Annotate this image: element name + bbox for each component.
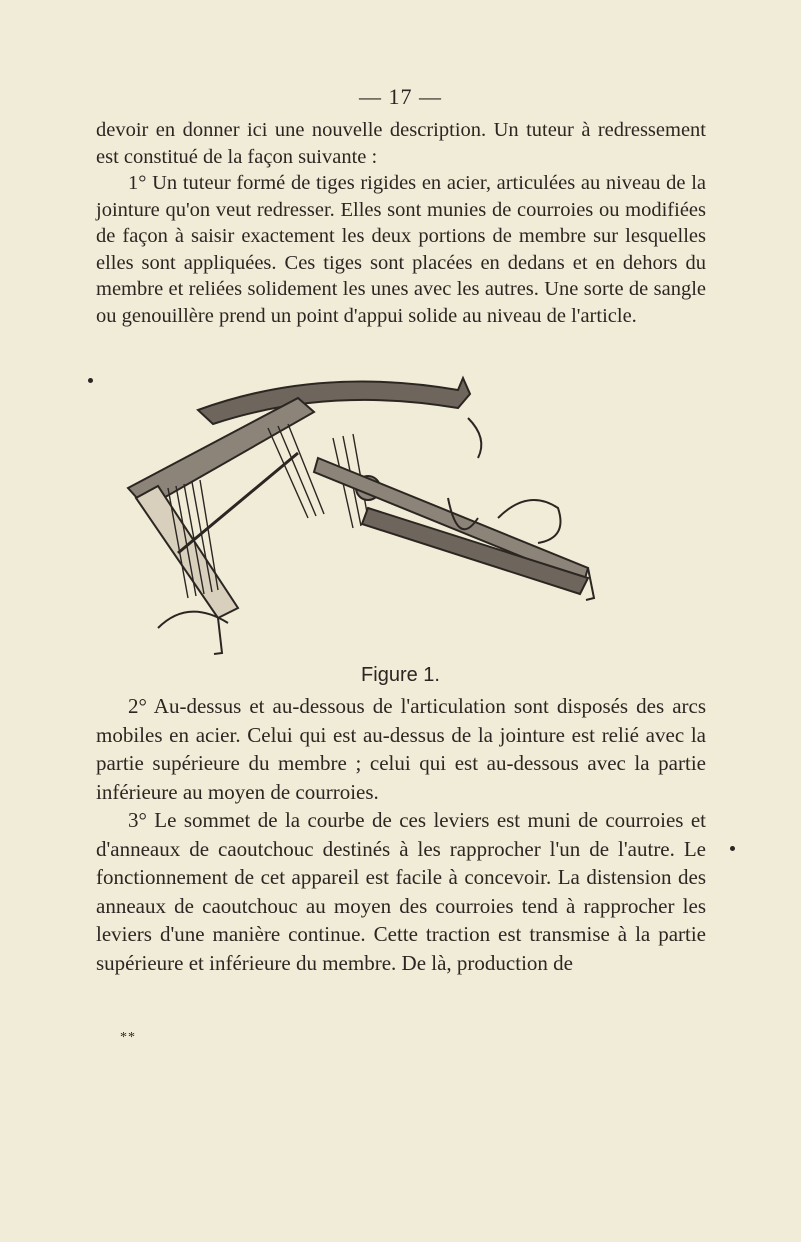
paragraph: devoir en donner ici une nouvelle description. Un tuteur à redressement est constitué de la façon suivante : xyxy=(96,119,706,168)
lower-leg-rod xyxy=(314,458,588,582)
signature-mark: ** xyxy=(120,1030,136,1045)
thigh-bar xyxy=(136,486,238,618)
paragraph: 3° Le sommet de la courbe de ces leviers est muni de courroies et d'anneaux de caoutchouc destinés à les rapprocher l'un de l'autre. Le fonctionnement de cet appareil est facile à concevoir. La distension des anneaux de caoutchouc au moyen des courroies tend à rapprocher les leviers d'une manière continue. Cette traction est transmise à la partie supérieure et inférieure du membre. De là, production de xyxy=(96,808,706,975)
upper-arc xyxy=(198,378,470,424)
text-block-bottom xyxy=(96,692,706,977)
margin-speck xyxy=(88,378,93,383)
margin-speck xyxy=(730,846,735,851)
figure-caption: Figure 1. xyxy=(361,664,440,686)
page-number: — 17 — xyxy=(359,84,442,109)
brace-illustration xyxy=(118,368,598,660)
paragraph: 2° Au-dessus et au-dessous de l'articulation sont disposés des arcs mobiles en acier. Celui qui est au-dessus de la jointure est relié avec la partie supérieure du membre ; celui qui est au-dessous avec la partie inférieure au moyen de courroies. xyxy=(96,694,706,804)
text-block-top xyxy=(96,117,706,329)
paragraph: 1° Un tuteur formé de tiges rigides en acier, articulées au niveau de la jointure qu'on veut redresser. Elles sont munies de courroies ou modifiées de façon à saisir exactement les deux portions de membre sur lesquelles elles sont appliquées. Ces tiges sont placées en dedans et en dehors du membre et reliées solidement les unes avec les autres. Une sorte de sangle ou genouillère prend un point d'appui solide au niveau de l'article. xyxy=(96,172,706,327)
